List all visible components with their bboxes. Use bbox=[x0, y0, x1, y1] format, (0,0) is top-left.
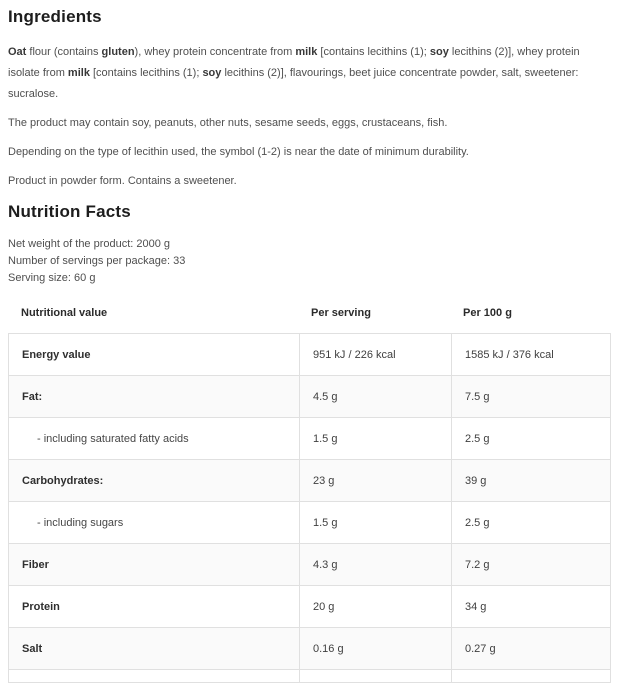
ingredients-composition: Oat flour (contains gluten), whey protein concentrate from milk [contains lecithins (1); soy lecithins (2)], whey protein isolate from milk [contains lecithins (1); soy lecithins (2)], flavourings, beet juice concentrate powder, salt, sweetener: sucralose. bbox=[8, 46, 580, 100]
per-serving-cell: 951 kJ / 226 kcal bbox=[299, 334, 451, 375]
per-100g-cell: 2.5 g bbox=[451, 502, 610, 543]
nutrient-label-cell: Fiber bbox=[22, 558, 49, 571]
per-100g-cell: 39 g bbox=[451, 460, 610, 501]
per-100g-cell: 1585 kJ / 376 kcal bbox=[451, 334, 610, 375]
nutrition-facts-title: Nutrition Facts bbox=[8, 202, 131, 221]
nutrient-label-cell: - including sugars bbox=[37, 516, 124, 529]
nutrition-table-row bbox=[9, 543, 610, 585]
per-100g-cell: 7.5 g bbox=[451, 376, 610, 417]
nutrient-label-cell: Carbohydrates: bbox=[22, 474, 104, 487]
nutrition-table-row bbox=[9, 627, 610, 669]
header-per-100g: Per 100 g bbox=[463, 307, 512, 319]
per-serving-cell: 4.5 g bbox=[299, 376, 451, 417]
nutrition-table-row bbox=[9, 585, 610, 627]
per-serving-cell: 0.16 g bbox=[299, 628, 451, 669]
per-100g-cell: 7.2 g bbox=[451, 544, 610, 585]
nutrition-table-header bbox=[8, 303, 617, 333]
nutrition-table bbox=[8, 303, 617, 683]
per-serving-cell: 1.5 g bbox=[299, 418, 451, 459]
nutrition-table-row bbox=[9, 375, 610, 417]
nutrition-table-body bbox=[8, 333, 611, 683]
header-nutritional-value: Nutritional value bbox=[21, 307, 108, 319]
nutrient-label-cell: Protein bbox=[22, 600, 60, 613]
per-serving-cell: 4.3 g bbox=[299, 544, 451, 585]
lecithin-note: Depending on the type of lecithin used, the symbol (1-2) is near the date of minimum durability. bbox=[8, 146, 469, 158]
per-100g-cell: 2.5 g bbox=[451, 418, 610, 459]
nutrition-table-row-clipped bbox=[9, 669, 610, 682]
per-serving-cell: 1.5 g bbox=[299, 502, 451, 543]
nutrition-table-row bbox=[9, 334, 610, 375]
empty-cell bbox=[9, 670, 299, 682]
nutrient-label-cell: - including saturated fatty acids bbox=[37, 432, 189, 445]
nutrient-label-cell: Salt bbox=[22, 642, 43, 655]
empty-cell bbox=[451, 670, 610, 682]
per-100g-cell: 34 g bbox=[451, 586, 610, 627]
per-100g-cell: 0.27 g bbox=[451, 628, 610, 669]
net-weight: Net weight of the product: 2000 g bbox=[8, 238, 171, 250]
per-serving-cell: 20 g bbox=[299, 586, 451, 627]
nutrition-table-row bbox=[9, 459, 610, 501]
form-note: Product in powder form. Contains a sweetener. bbox=[8, 175, 237, 187]
nutrition-table-row bbox=[9, 417, 610, 459]
ingredients-title: Ingredients bbox=[8, 7, 102, 26]
servings-per-package: Number of servings per package: 33 bbox=[8, 255, 186, 267]
nutrient-label-cell: Energy value bbox=[22, 348, 91, 361]
nutrition-table-row bbox=[9, 501, 610, 543]
nutrient-label-cell: Fat: bbox=[22, 390, 43, 403]
allergen-note: The product may contain soy, peanuts, other nuts, sesame seeds, eggs, crustaceans, fish. bbox=[8, 117, 448, 129]
empty-cell bbox=[299, 670, 451, 682]
per-serving-cell: 23 g bbox=[299, 460, 451, 501]
serving-size: Serving size: 60 g bbox=[8, 272, 96, 284]
header-per-serving: Per serving bbox=[311, 307, 371, 319]
